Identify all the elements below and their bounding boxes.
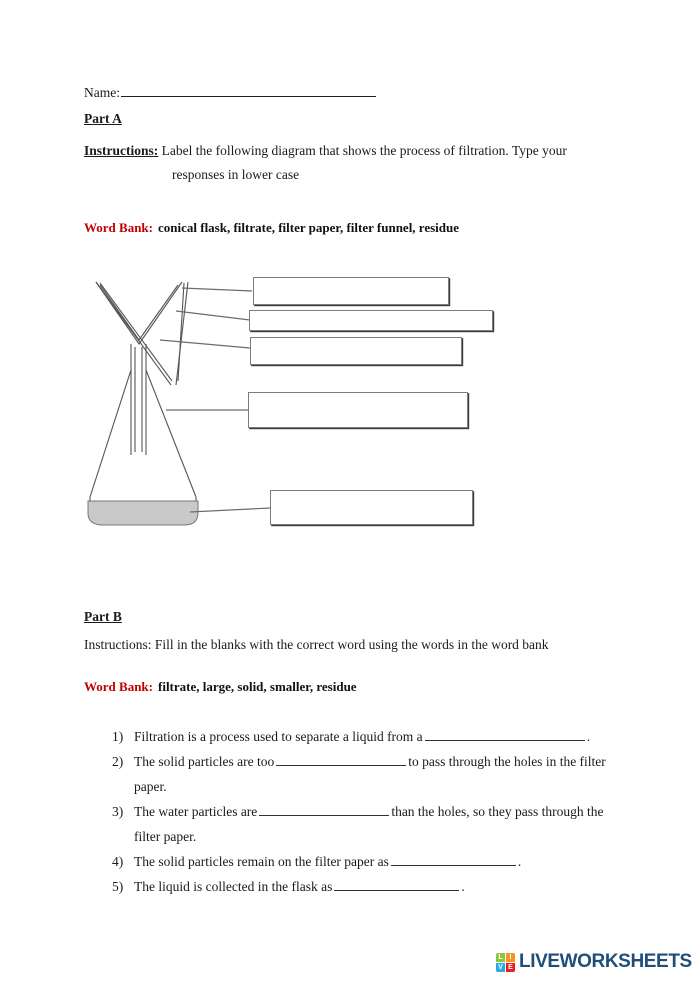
- question-text-after: than the holes, so they pass through the filter paper.: [134, 804, 604, 844]
- diagram-answer-input-5[interactable]: [271, 491, 472, 524]
- part-a-instructions: [84, 139, 614, 187]
- liveworksheets-logo-icon: [496, 953, 515, 972]
- diagram-answer-box-3[interactable]: [250, 337, 462, 365]
- question-item: [112, 874, 632, 899]
- question-blank-4[interactable]: [391, 853, 516, 866]
- question-blank-3[interactable]: [259, 803, 389, 816]
- question-item: [112, 749, 632, 799]
- leader-line-5: [190, 508, 270, 512]
- question-text-after: .: [517, 854, 522, 869]
- liveworksheets-logo[interactable]: [496, 951, 692, 973]
- part-b-word-bank: [84, 679, 357, 695]
- leader-line-1: [182, 288, 252, 291]
- logo-tile-i: I: [506, 953, 515, 962]
- part-b-word-bank-label: Word Bank:: [84, 679, 153, 694]
- question-number: 2): [112, 754, 124, 769]
- leader-line-2: [176, 311, 250, 320]
- question-item: [112, 849, 632, 874]
- flask-liquid: [88, 501, 198, 525]
- diagram-answer-input-3[interactable]: [251, 338, 461, 364]
- question-text-before: Filtration is a process used to separate a liquid from a: [134, 729, 423, 744]
- part-a-instructions-line2: responses in lower case: [172, 167, 300, 182]
- logo-tile-l: L: [496, 953, 505, 962]
- question-text-before: The water particles are: [134, 804, 258, 819]
- name-label: Name:: [84, 85, 120, 100]
- diagram-answer-box-2[interactable]: [249, 310, 493, 331]
- question-text-after: to pass through the holes in the filter paper.: [134, 754, 606, 794]
- question-blank-2[interactable]: [276, 753, 406, 766]
- question-number: 3): [112, 804, 124, 819]
- question-text-after: .: [461, 879, 465, 894]
- question-blank-5[interactable]: [334, 878, 459, 891]
- logo-tile-v: V: [496, 963, 505, 972]
- part-a-word-bank: [84, 220, 459, 236]
- part-b-word-bank-items: filtrate, large, solid, smaller, residue: [158, 679, 357, 694]
- question-text: [134, 874, 632, 899]
- part-a-word-bank-items: conical flask, filtrate, filter paper, filter funnel, residue: [158, 220, 460, 235]
- question-item: [112, 724, 632, 749]
- question-text-after: .: [586, 729, 591, 744]
- part-a-instructions-label: Instructions:: [84, 143, 159, 158]
- logo-tile-e: E: [506, 963, 515, 972]
- part-b-question-list: [112, 724, 632, 899]
- name-input-line[interactable]: [121, 84, 376, 97]
- question-text-before: The liquid is collected in the flask as: [134, 879, 333, 894]
- question-item: [112, 799, 632, 849]
- question-text: [134, 849, 632, 874]
- question-blank-1[interactable]: [425, 728, 585, 741]
- part-b-instructions: Instructions: Fill in the blanks with the correct word using the words in the word bank: [84, 637, 549, 652]
- question-text-before: The solid particles remain on the filter paper as: [134, 854, 389, 869]
- part-b-heading: Part B: [84, 609, 122, 624]
- name-field-row: [84, 84, 376, 101]
- question-number: 4): [112, 854, 124, 869]
- diagram-answer-input-4[interactable]: [249, 393, 467, 427]
- question-text-before: The solid particles are too: [134, 754, 275, 769]
- liveworksheets-logo-text: LIVEWORKSHEETS: [519, 951, 692, 972]
- question-text: [134, 724, 632, 749]
- question-number: 5): [112, 879, 124, 894]
- diagram-answer-box-1[interactable]: [253, 277, 449, 305]
- diagram-answer-input-1[interactable]: [254, 278, 448, 304]
- diagram-answer-box-5[interactable]: [270, 490, 473, 525]
- diagram-answer-input-2[interactable]: [250, 311, 492, 330]
- question-number: 1): [112, 729, 124, 744]
- part-a-word-bank-label: Word Bank:: [84, 220, 153, 235]
- diagram-answer-box-4[interactable]: [248, 392, 468, 428]
- question-text: [134, 749, 632, 799]
- part-a-heading: Part A: [84, 111, 122, 126]
- part-a-instructions-line1: Label the following diagram that shows the process of filtration. Type your: [161, 143, 567, 158]
- question-text: [134, 799, 632, 849]
- leader-line-3: [160, 340, 250, 348]
